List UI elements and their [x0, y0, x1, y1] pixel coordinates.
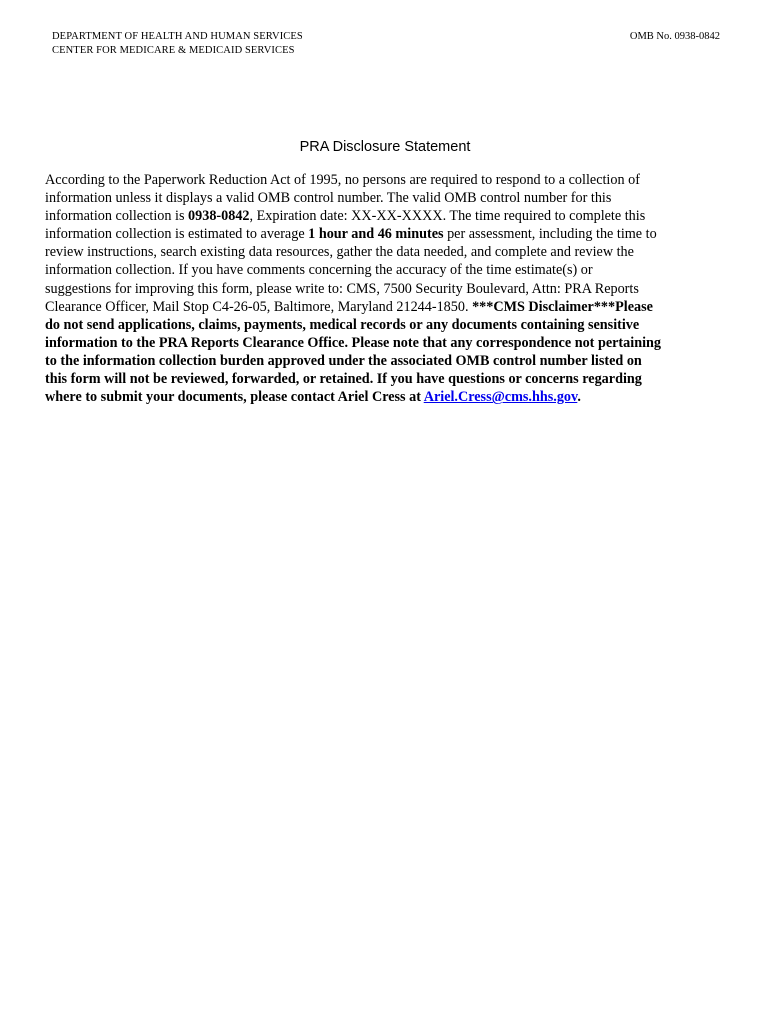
statement-bold-text: information to the PRA Reports Clearance Office. Please note that any correspondence not pertaining — [45, 334, 662, 351]
statement-line — [45, 171, 735, 189]
statement-bold-text: do not send applications, claims, payments, medical records or any documents containing sensitive — [45, 316, 640, 333]
statement-bold-text: this form will not be reviewed, forwarded, or retained. If you have questions or concerns regarding — [45, 371, 642, 388]
omb-number: OMB No. 0938-0842 — [629, 31, 720, 42]
statement-text: According to the Paperwork Reduction Act of 1995, no persons are required to respond to a collection of — [45, 172, 640, 188]
page-title: PRA Disclosure Statement — [299, 139, 471, 155]
statement-line — [45, 352, 735, 370]
statement-bold-text: . — [577, 389, 581, 406]
statement-line — [45, 298, 735, 316]
statement-line — [45, 334, 735, 352]
disclosure-statement-body — [45, 171, 735, 406]
statement-bold-text: 0938-0842 — [188, 208, 250, 225]
statement-bold-text: where to submit your documents, please contact Ariel Cress at — [45, 389, 424, 406]
statement-line — [45, 243, 735, 261]
statement-line — [45, 261, 735, 279]
agency-line-2: CENTER FOR MEDICARE & MEDICAID SERVICES — [52, 45, 295, 56]
statement-line — [45, 280, 735, 298]
agency-line-1: DEPARTMENT OF HEALTH AND HUMAN SERVICES — [52, 31, 303, 42]
statement-text: information unless it displays a valid OMB control number. The valid OMB control number for this — [45, 190, 612, 207]
statement-bold-text: ***CMS Disclaimer***Please — [472, 298, 653, 315]
statement-text: review instructions, search existing data resources, gather the data needed, and complete and review the — [45, 244, 634, 261]
statement-line — [45, 370, 735, 388]
statement-line — [45, 316, 735, 334]
statement-bold-text: to the information collection burden approved under the associated OMB control number listed on — [45, 352, 642, 369]
statement-text: Clearance Officer, Mail Stop C4-26-05, Baltimore, Maryland 21244-1850. — [45, 298, 473, 315]
statement-text: information collection is estimated to average — [45, 226, 309, 243]
agency-header — [52, 30, 303, 58]
statement-text: suggestions for improving this form, please write to: CMS, 7500 Security Boulevard, Attn: PRA Reports — [45, 280, 639, 297]
statement-bold-text: 1 hour and 46 minutes — [308, 226, 444, 243]
statement-line — [45, 207, 735, 225]
statement-text: , Expiration date: XX-XX-XXXX. The time required to complete this — [249, 208, 646, 225]
statement-text: information collection is — [45, 208, 189, 225]
statement-line — [45, 189, 735, 207]
statement-text: per assessment, including the time to — [443, 226, 657, 243]
statement-text: information collection. If you have comments concerning the accuracy of the time estimate(s) or — [45, 262, 593, 279]
contact-email-link[interactable]: Ariel.Cress@cms.hhs.gov — [423, 389, 578, 406]
statement-line — [45, 388, 735, 406]
statement-line — [45, 225, 735, 243]
